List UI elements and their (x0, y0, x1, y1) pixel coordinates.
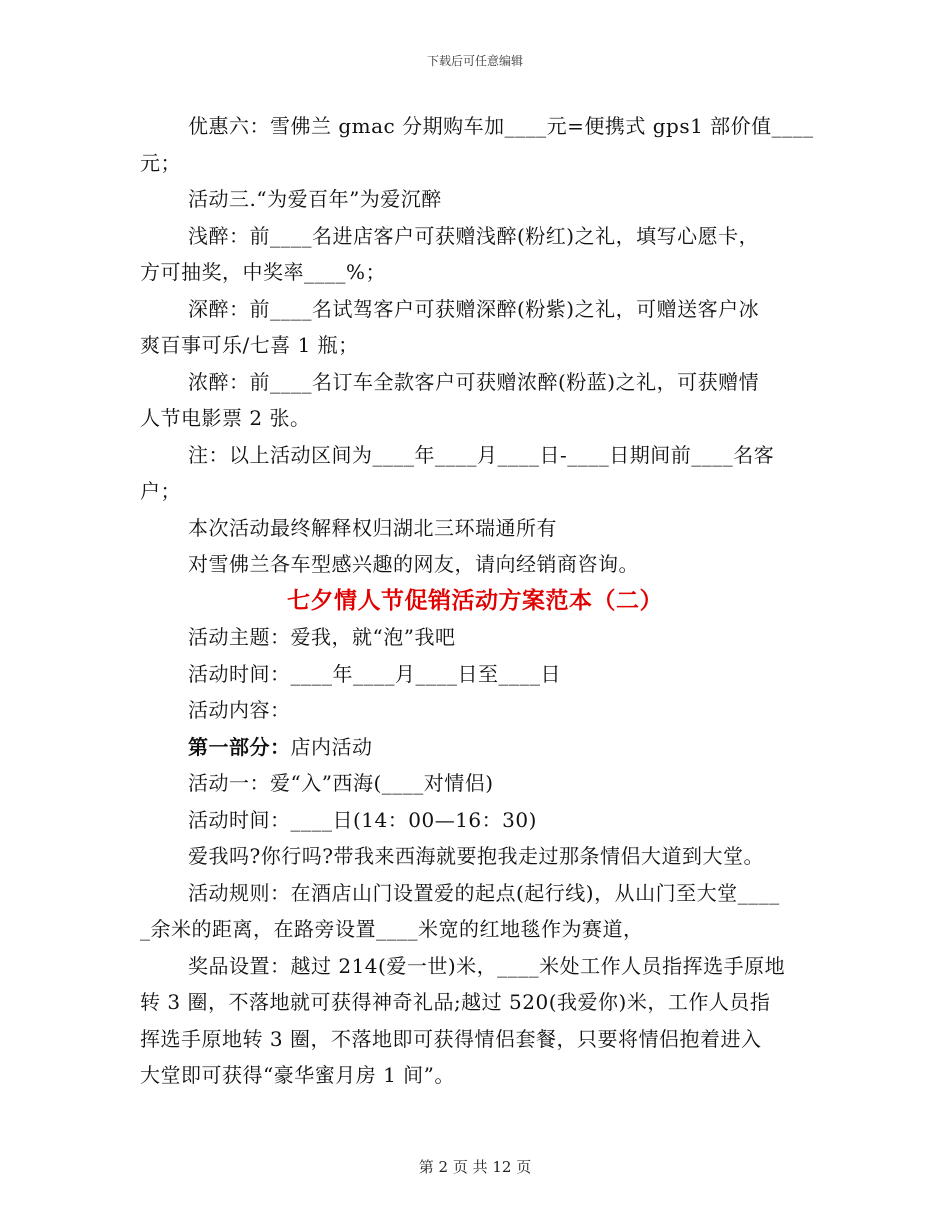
paragraph-line: 本次活动最终解释权归湖北三环瑞通所有 (188, 515, 557, 540)
paragraph-line (140, 729, 810, 766)
paragraph-line: 活动三.“为爱百年”为爱沉醉 (188, 187, 442, 211)
paragraph-line: 浅醉：前____名进店客户可获赠浅醉(粉红)之礼，填写心愿卡， (188, 223, 760, 248)
paragraph-line: 转 3 圈，不落地就可获得神奇礼品;越过 520(我爱你)米，工作人员指 (140, 990, 771, 1014)
paragraph-line: 奖品设置：越过 214(爱一世)米，____米处工作人员指挥选手原地 (188, 953, 786, 978)
paragraph-line: 对雪佛兰各车型感兴趣的网友，请向经销商咨询。 (188, 552, 639, 576)
document-body (140, 108, 814, 1094)
page-footer: 第 2 页 共 12 页 (418, 1158, 532, 1176)
paragraph-line: 活动规则：在酒店山门设置爱的起点(起行线)，从山门至大堂____ (188, 880, 780, 905)
paragraph-line: 浓醉：前____名订车全款客户可获赠浓醉(粉蓝)之礼，可获赠情 (188, 369, 760, 394)
line-text: 店内活动 (290, 734, 373, 759)
page-header: 下载后可任意编辑 (426, 54, 523, 68)
paragraph-line: _余米的距离，在路旁设置____米宽的红地毯作为赛道， (140, 917, 644, 941)
paragraph-line: 户； (140, 479, 181, 503)
paragraph-line: 大堂即可获得“豪华蜜月房 1 间”。 (140, 1063, 455, 1087)
paragraph-line: 活动一：爱“入”西海(____对情侣) (188, 771, 494, 795)
paragraph-line: 方可抽奖，中奖率____%； (140, 260, 387, 284)
paragraph-line: 爽百事可乐/七喜 1 瓶； (140, 333, 359, 357)
paragraph-line: 优惠六：雪佛兰 gmac 分期购车加____元=便携式 gps1 部价值____ (188, 114, 814, 138)
paragraph-line: 注：以上活动区间为____年____月____日-____日期间前____名客 (188, 442, 775, 467)
paragraph-line: 活动时间：____年____月____日至____日 (188, 661, 561, 686)
bold-label: 第一部分： (188, 734, 291, 759)
paragraph-line: 人节电影票 2 张。 (140, 406, 311, 430)
paragraph-line: 活动时间：____日(14：00—16：30) (188, 807, 537, 832)
paragraph-line: 深醉：前____名试驾客户可获赠深醉(粉紫)之礼，可赠送客户冰 (188, 296, 760, 321)
paragraph-line: 元； (140, 150, 181, 175)
paragraph-line: 活动主题：爱我，就“泡”我吧 (188, 625, 456, 649)
paragraph-line: 挥选手原地转 3 圈，不落地即可获得情侣套餐，只要将情侣抱着进入 (140, 1026, 762, 1051)
paragraph-line: 活动内容： (188, 698, 291, 722)
section-title: 七夕情人节促销活动方案范本（二） (287, 586, 663, 614)
paragraph-line: 爱我吗?你行吗?带我来西海就要抱我走过那条情侣大道到大堂。 (188, 844, 764, 868)
